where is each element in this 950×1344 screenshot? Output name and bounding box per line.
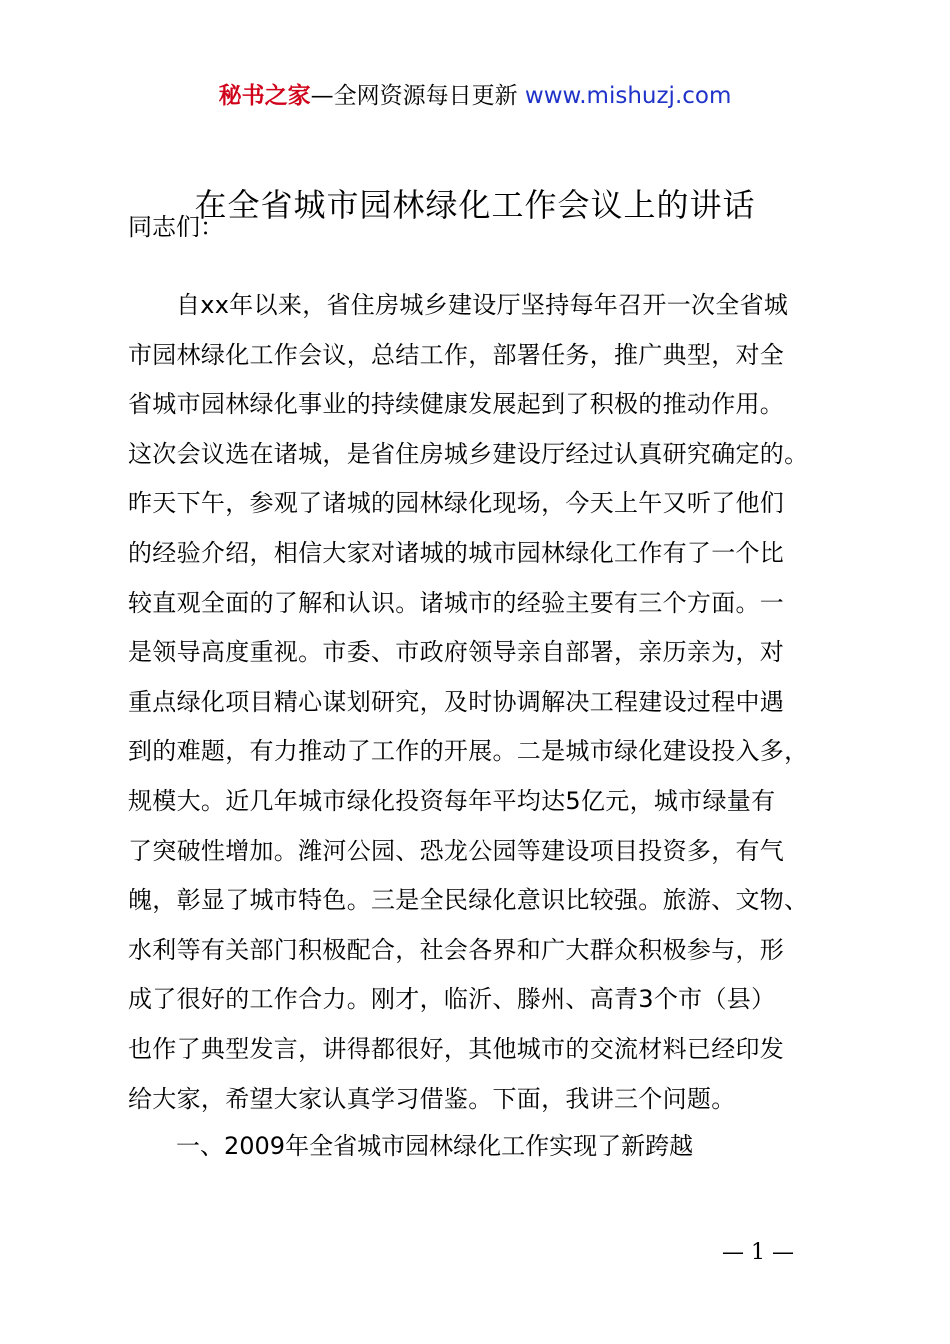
paragraph-line: 给大家，希望大家认真学习借鉴。下面，我讲三个问题。 bbox=[128, 1084, 736, 1113]
paragraph-line: 自xx年以来，省住房城乡建设厅坚持每年召开一次全省城 bbox=[176, 291, 789, 319]
paragraph-line: 较直观全面的了解和认识。诸城市的经验主要有三个方面。一 bbox=[128, 588, 785, 617]
document-title: 在全省城市园林绿化工作会议上的讲话 bbox=[194, 186, 756, 224]
paragraph-line: 省城市园林绿化事业的持续健康发展起到了积极的推动作用。 bbox=[128, 390, 785, 419]
paragraph-line: 水利等有关部门积极配合，社会各界和广大群众积极参与，形 bbox=[128, 935, 785, 964]
paragraph-line: 魄，彰显了城市特色。三是全民绿化意识比较强。旅游、文物、 bbox=[128, 886, 809, 915]
paragraph-line: 的经验介绍，相信大家对诸城的城市园林绿化工作有了一个比 bbox=[128, 538, 785, 567]
paragraph-line: 了突破性增加。潍河公园、恐龙公园等建设项目投资多，有气 bbox=[128, 836, 785, 865]
paragraph-line: 是领导高度重视。市委、市政府领导亲自部署，亲历亲为，对 bbox=[128, 638, 785, 667]
body-paragraph bbox=[128, 281, 858, 1124]
paragraph-line: 昨天下午，参观了诸城的园林绿化现场，今天上午又听了他们 bbox=[128, 489, 785, 518]
brand-name: 秘书之家 bbox=[218, 83, 311, 109]
paragraph-line: 这次会议选在诸城，是省住房城乡建设厅经过认真研究确定的。 bbox=[128, 439, 809, 468]
section-heading: 一、2009年全省城市园林绿化工作实现了新跨越 bbox=[176, 1132, 694, 1160]
paragraph-line: 也作了典型发言，讲得都很好，其他城市的交流材料已经印发 bbox=[128, 1034, 785, 1063]
page-number: — 1 — bbox=[722, 1240, 794, 1265]
salutation: 同志们： bbox=[128, 213, 224, 241]
site-header bbox=[0, 80, 950, 112]
site-url-link[interactable]: www.mishuzj.com bbox=[524, 83, 732, 109]
paragraph-line: 规模大。近几年城市绿化投资每年平均达5亿元，城市绿量有 bbox=[128, 786, 776, 815]
paragraph-line: 到的难题，有力推动了工作的开展。二是城市绿化建设投入多， bbox=[128, 737, 809, 766]
header-tagline: —全网资源每日更新 bbox=[310, 83, 518, 109]
paragraph-line: 成了很好的工作合力。刚才，临沂、滕州、高青3个市（县） bbox=[128, 985, 776, 1014]
paragraph-line: 重点绿化项目精心谋划研究，及时协调解决工程建设过程中遇 bbox=[128, 687, 785, 716]
paragraph-line: 市园林绿化工作会议，总结工作，部署任务，推广典型，对全 bbox=[128, 340, 785, 369]
